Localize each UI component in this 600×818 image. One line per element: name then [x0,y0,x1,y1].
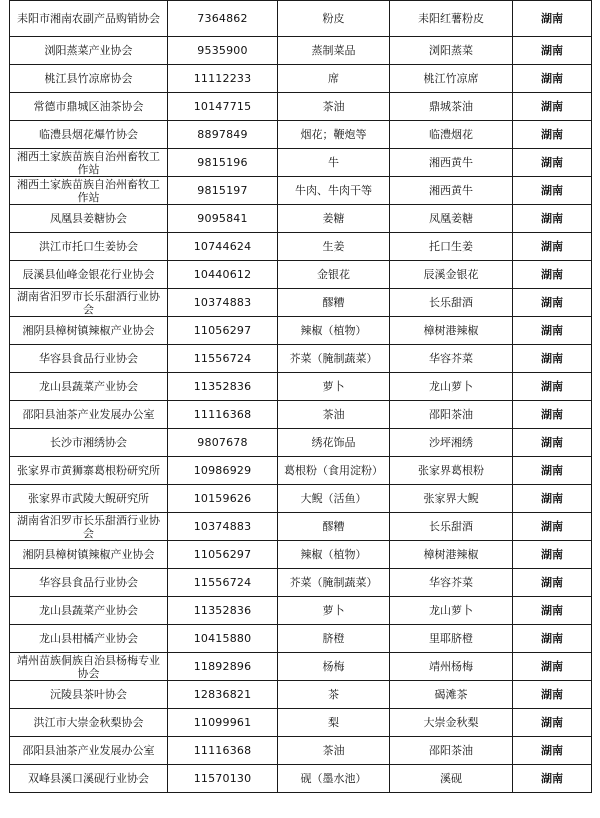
province-cell: 湖南 [513,289,592,317]
province-cell: 湖南 [513,681,592,709]
registration-number-cell: 9535900 [168,37,278,65]
trademark-cell: 张家界大鲵 [390,485,513,513]
registration-number-cell: 10415880 [168,625,278,653]
organization-cell: 华容县食品行业协会 [10,569,168,597]
product-cell: 葛根粉（食用淀粉） [278,457,390,485]
province-cell: 湖南 [513,597,592,625]
table-row [10,541,592,569]
product-cell: 烟花；鞭炮等 [278,121,390,149]
province-cell: 湖南 [513,541,592,569]
registration-number-cell: 11892896 [168,653,278,681]
geographic-indication-table [9,0,592,793]
table-row [10,765,592,793]
province-cell: 湖南 [513,569,592,597]
registration-number-cell: 7364862 [168,1,278,37]
province-cell: 湖南 [513,457,592,485]
province-cell: 湖南 [513,401,592,429]
registration-number-cell: 12836821 [168,681,278,709]
organization-cell: 湘阴县樟树镇辣椒产业协会 [10,317,168,345]
product-cell: 大鲵（活鱼） [278,485,390,513]
organization-cell: 辰溪县仙峰金银花行业协会 [10,261,168,289]
province-cell: 湖南 [513,65,592,93]
organization-cell: 双峰县溪口溪砚行业协会 [10,765,168,793]
province-cell: 湖南 [513,177,592,205]
registration-number-cell: 10744624 [168,233,278,261]
registration-number-cell: 10440612 [168,261,278,289]
organization-cell: 湖南省汨罗市长乐甜酒行业协会 [10,513,168,541]
product-cell: 萝卜 [278,373,390,401]
registration-number-cell: 11556724 [168,345,278,373]
trademark-cell: 大崇金秋梨 [390,709,513,737]
province-cell: 湖南 [513,149,592,177]
trademark-cell: 长乐甜酒 [390,289,513,317]
trademark-cell: 桃江竹凉席 [390,65,513,93]
table-row [10,177,592,205]
trademark-cell: 托口生姜 [390,233,513,261]
province-cell: 湖南 [513,737,592,765]
province-cell: 湖南 [513,233,592,261]
registration-number-cell: 10374883 [168,513,278,541]
province-cell: 湖南 [513,485,592,513]
province-cell: 湖南 [513,1,592,37]
registration-number-cell: 11099961 [168,709,278,737]
table-row [10,485,592,513]
product-cell: 醪糟 [278,289,390,317]
registration-number-cell: 11056297 [168,317,278,345]
trademark-cell: 里耶脐橙 [390,625,513,653]
trademark-cell: 湘西黄牛 [390,177,513,205]
organization-cell: 邵阳县油茶产业发展办公室 [10,737,168,765]
product-cell: 醪糟 [278,513,390,541]
organization-cell: 龙山县柑橘产业协会 [10,625,168,653]
organization-cell: 龙山县蔬菜产业协会 [10,597,168,625]
product-cell: 辣椒（植物） [278,317,390,345]
registration-number-cell: 10986929 [168,457,278,485]
table-row [10,373,592,401]
table-row [10,401,592,429]
table-row [10,457,592,485]
table-row [10,261,592,289]
table-row [10,345,592,373]
product-cell: 茶 [278,681,390,709]
province-cell: 湖南 [513,709,592,737]
trademark-cell: 樟树港辣椒 [390,541,513,569]
trademark-cell: 临澧烟花 [390,121,513,149]
province-cell: 湖南 [513,93,592,121]
registration-number-cell: 11556724 [168,569,278,597]
trademark-cell: 靖州杨梅 [390,653,513,681]
organization-cell: 华容县食品行业协会 [10,345,168,373]
registration-number-cell: 11570130 [168,765,278,793]
organization-cell: 临澧县烟花爆竹协会 [10,121,168,149]
product-cell: 脐橙 [278,625,390,653]
trademark-cell: 邵阳茶油 [390,401,513,429]
trademark-cell: 鼎城茶油 [390,93,513,121]
table-row [10,149,592,177]
organization-cell: 凤凰县姜糖协会 [10,205,168,233]
table-row [10,289,592,317]
trademark-cell: 长乐甜酒 [390,513,513,541]
trademark-cell: 溪砚 [390,765,513,793]
province-cell: 湖南 [513,261,592,289]
table-row [10,233,592,261]
organization-cell: 张家界市武陵大鲵研究所 [10,485,168,513]
product-cell: 牛肉、牛肉干等 [278,177,390,205]
product-cell: 蒸制菜品 [278,37,390,65]
product-cell: 萝卜 [278,597,390,625]
table-row [10,205,592,233]
registration-table-container [9,0,591,793]
organization-cell: 湖南省汨罗市长乐甜酒行业协会 [10,289,168,317]
registration-number-cell: 11352836 [168,597,278,625]
registration-number-cell: 10374883 [168,289,278,317]
product-cell: 茶油 [278,737,390,765]
registration-number-cell: 9807678 [168,429,278,457]
trademark-cell: 沙坪湘绣 [390,429,513,457]
registration-number-cell: 9815197 [168,177,278,205]
trademark-cell: 湘西黄牛 [390,149,513,177]
registration-number-cell: 8897849 [168,121,278,149]
organization-cell: 沅陵县茶叶协会 [10,681,168,709]
organization-cell: 浏阳蒸菜产业协会 [10,37,168,65]
registration-number-cell: 10159626 [168,485,278,513]
trademark-cell: 浏阳蒸菜 [390,37,513,65]
trademark-cell: 华容芥菜 [390,569,513,597]
product-cell: 茶油 [278,93,390,121]
trademark-cell: 耒阳红薯粉皮 [390,1,513,37]
trademark-cell: 碣滩茶 [390,681,513,709]
product-cell: 芥菜（腌制蔬菜） [278,345,390,373]
product-cell: 金银花 [278,261,390,289]
province-cell: 湖南 [513,653,592,681]
province-cell: 湖南 [513,373,592,401]
table-row [10,513,592,541]
trademark-cell: 辰溪金银花 [390,261,513,289]
product-cell: 牛 [278,149,390,177]
table-row [10,37,592,65]
table-row [10,429,592,457]
table-row [10,681,592,709]
table-row [10,625,592,653]
registration-number-cell: 11352836 [168,373,278,401]
organization-cell: 洪江市托口生姜协会 [10,233,168,261]
registration-number-cell: 11116368 [168,401,278,429]
table-row [10,65,592,93]
province-cell: 湖南 [513,37,592,65]
organization-cell: 湘西土家族苗族自治州畜牧工作站 [10,149,168,177]
registration-number-cell: 11056297 [168,541,278,569]
organization-cell: 洪江市大崇金秋梨协会 [10,709,168,737]
table-row [10,1,592,37]
trademark-cell: 张家界葛根粉 [390,457,513,485]
product-cell: 梨 [278,709,390,737]
registration-number-cell: 11116368 [168,737,278,765]
product-cell: 席 [278,65,390,93]
table-row [10,569,592,597]
product-cell: 芥菜（腌制蔬菜） [278,569,390,597]
product-cell: 生姜 [278,233,390,261]
province-cell: 湖南 [513,429,592,457]
table-row [10,121,592,149]
province-cell: 湖南 [513,121,592,149]
organization-cell: 湘西土家族苗族自治州畜牧工作站 [10,177,168,205]
table-row [10,737,592,765]
product-cell: 绣花饰品 [278,429,390,457]
table-body [10,1,592,793]
organization-cell: 耒阳市湘南农副产品购销协会 [10,1,168,37]
table-row [10,653,592,681]
table-row [10,709,592,737]
trademark-cell: 邵阳茶油 [390,737,513,765]
trademark-cell: 龙山萝卜 [390,373,513,401]
registration-number-cell: 9095841 [168,205,278,233]
trademark-cell: 龙山萝卜 [390,597,513,625]
registration-number-cell: 10147715 [168,93,278,121]
trademark-cell: 华容芥菜 [390,345,513,373]
table-row [10,597,592,625]
province-cell: 湖南 [513,625,592,653]
organization-cell: 长沙市湘绣协会 [10,429,168,457]
product-cell: 辣椒（植物） [278,541,390,569]
product-cell: 杨梅 [278,653,390,681]
trademark-cell: 樟树港辣椒 [390,317,513,345]
registration-number-cell: 9815196 [168,149,278,177]
organization-cell: 靖州苗族侗族自治县杨梅专业协会 [10,653,168,681]
trademark-cell: 凤凰姜糖 [390,205,513,233]
product-cell: 茶油 [278,401,390,429]
organization-cell: 桃江县竹凉席协会 [10,65,168,93]
table-row [10,93,592,121]
product-cell: 粉皮 [278,1,390,37]
table-row [10,317,592,345]
province-cell: 湖南 [513,765,592,793]
organization-cell: 邵阳县油茶产业发展办公室 [10,401,168,429]
registration-number-cell: 11112233 [168,65,278,93]
product-cell: 砚（墨水池） [278,765,390,793]
organization-cell: 龙山县蔬菜产业协会 [10,373,168,401]
organization-cell: 湘阴县樟树镇辣椒产业协会 [10,541,168,569]
organization-cell: 张家界市黄狮寨葛根粉研究所 [10,457,168,485]
organization-cell: 常德市鼎城区油茶协会 [10,93,168,121]
province-cell: 湖南 [513,317,592,345]
province-cell: 湖南 [513,345,592,373]
product-cell: 姜糖 [278,205,390,233]
province-cell: 湖南 [513,513,592,541]
province-cell: 湖南 [513,205,592,233]
